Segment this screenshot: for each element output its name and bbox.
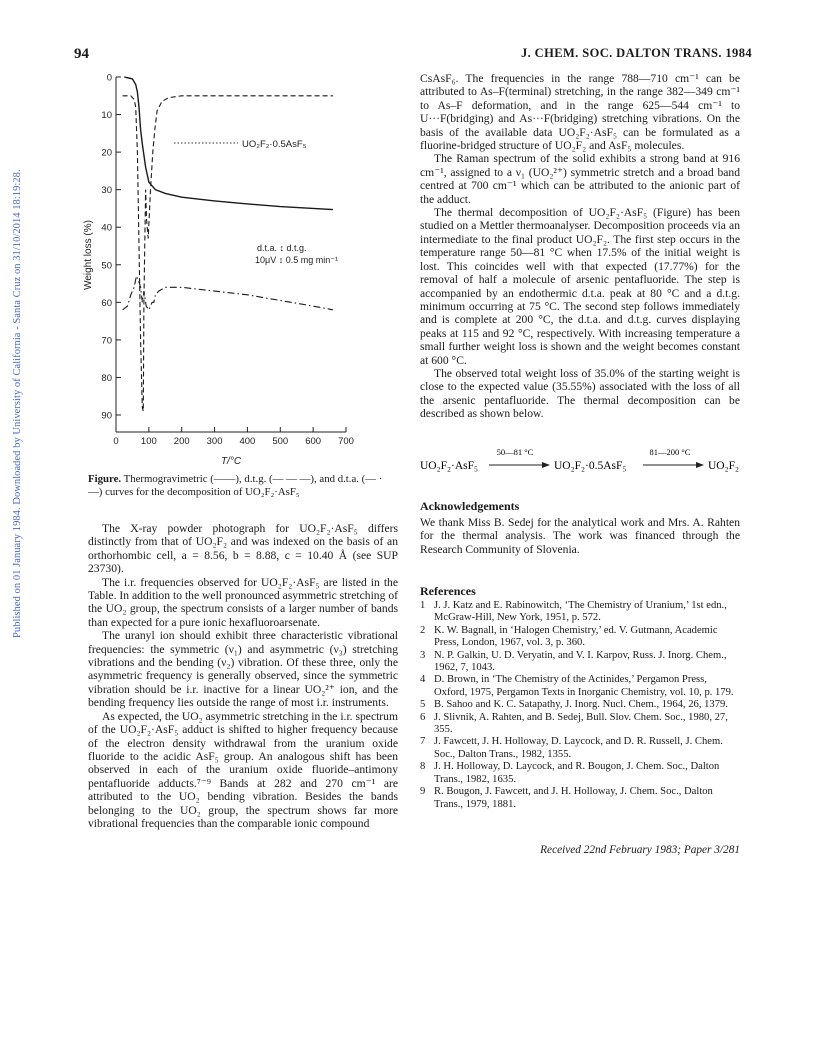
- y-ticks: [101, 73, 121, 422]
- figure-caption: [88, 473, 394, 499]
- references-heading: References: [420, 584, 476, 598]
- reference-number: 8: [420, 761, 426, 773]
- reference-text: J. H. Holloway, D. Laycock, and R. Bougon, J. Chem. Soc., Dalton Trans., 1982, 1635.: [434, 761, 720, 785]
- y-tick-label: 70: [101, 335, 112, 347]
- y-tick-label: 60: [101, 297, 112, 309]
- paragraph: As expected, the UO₂ asymmetric stretching in the i.r. spectrum of the UO₂F₂·AsF₅ adduct is shifted to higher frequency because of the electron density withdrawal from the uranium oxide fluoride to the acidic AsF₅ group. An analogous shift has been observed in each of the uranium oxide fluoride–antimony pentafluoride adducts.⁷⁻⁹ Bands at 282 and 270 cm⁻¹ are attributed to the UO₂ bending vibration. Besides the bands belonging to the UO₂ group, the spectrum shows far more vibrational frequencies than the comparable ionic compound: [88, 709, 398, 830]
- x-tick-label: 500: [272, 436, 289, 447]
- reference-number: 2: [420, 624, 426, 636]
- y-tick-label: 50: [101, 260, 112, 272]
- reference-text: B. Sahoo and K. C. Satapathy, J. Inorg. Nucl. Chem., 1964, 26, 1379.: [434, 699, 728, 711]
- reference-text: R. Bougon, J. Fawcett, and J. H. Holloway, J. Chem. Soc., Dalton Trans., 1979, 1881.: [434, 786, 713, 810]
- scheme-condition-1: 50—81 °C: [496, 447, 534, 457]
- y-tick-label: 30: [101, 185, 112, 197]
- acknowledgements-heading: Acknowledgements: [420, 499, 520, 513]
- paragraph: The X-ray powder photograph for UO₂F₂·AsF₅ differs distinctly from that of UO₂F₂ and was indexed on the basis of an orthorhombic cell, a = 8.56, b = 8.88, c = 10.40 Å (see SUP 23730).: [88, 522, 398, 576]
- y-tick-label: 0: [106, 72, 112, 84]
- reference-item: [420, 786, 740, 811]
- reference-number: 4: [420, 674, 426, 686]
- reference-number: 9: [420, 786, 426, 798]
- scale-annotation-2: 10μV ↕ 0.5 mg min⁻¹: [255, 255, 338, 265]
- reference-text: J. J. Katz and E. Rabinowitch, ‘The Chemistry of Uranium,’ 1st edn., McGraw-Hill, New York, 1951, p. 572.: [434, 600, 727, 624]
- paragraph: The thermal decomposition of UO₂F₂·AsF₅ (Figure) has been studied on a Mettler thermoanalyser. Decomposition proceeds via an intermediate to the final product UO₂F₂. The first step occurs in the temperature range 50—81 °C when 17.5% of the initial weight is lost. This coincides well with that expected (17.77%) for the removal of half a molecule of arsenic pentafluoride. The step is accompanied by an endothermic d.t.a. peak at 80 °C and a d.t.g. minimum occurring at 75 °C. The second step follows immediately and is complete at 200 °C, the d.t.a. and d.t.g. curves displaying peaks at 115 and 92 °C, respectively. With increasing temperature a small further weight loss is shown and the weight becomes constant at 600 °C.: [420, 206, 740, 367]
- reference-item: [420, 674, 740, 699]
- references-list: [420, 600, 740, 811]
- download-watermark-text: Published on 01 January 1984. Downloaded by University of California - Santa Cruz on 31/10/2014 18:19:28.: [12, 169, 23, 638]
- acknowledgements-paragraph: We thank Miss B. Sedej for the analytical work and Mrs. A. Rahten for the thermal analysis. The work was financed through the Research Community of Slovenia.: [420, 516, 740, 556]
- decomposition-scheme: [420, 445, 740, 475]
- reference-number: 1: [420, 600, 426, 611]
- reference-item: [420, 761, 740, 786]
- right-column: [420, 72, 740, 421]
- reference-item: [420, 600, 740, 625]
- scheme-species-2: UO₂F₂·0.5AsF₅: [554, 460, 627, 472]
- y-tick-label: 20: [101, 147, 112, 159]
- reference-item: [420, 625, 740, 650]
- reference-text: D. Brown, in ‘The Chemistry of the Actinides,’ Pergamon Press, Oxford, 1975, Pergamon Texts in Inorganic Chemistry, vol. 10, p. 179.: [434, 674, 734, 698]
- page-number: 94: [74, 46, 89, 62]
- scheme-species-3: UO₂F₂: [708, 460, 740, 472]
- reference-item: [420, 712, 740, 737]
- reference-item: [420, 650, 740, 675]
- reference-text: K. W. Bagnall, in ‘Halogen Chemistry,’ ed. V. Gutmann, Academic Press, London, 1967, vol. 3, p. 360.: [434, 624, 718, 649]
- paragraph: The uranyl ion should exhibit three characteristic vibrational frequencies: the symmetric (ν₁) and asymmetric (ν₃) stretching vibrations and the bending (ν₂) vibration. Of these three, only the asymmetric frequency is generally observed, since the symmetric vibration should be i.r. inactive for a linear UO₂²⁺ ion, and the bending frequency lies outside the range of most i.r. instruments.: [88, 629, 398, 710]
- x-tick-label: 300: [206, 436, 223, 447]
- paragraph: CsAsF₆. The frequencies in the range 788—710 cm⁻¹ can be attributed to As–F(terminal) stretching, in the range 382—349 cm⁻¹ to As–F deformation, and in the range 625—544 cm⁻¹ to U···F(bridging) and As···F(bridging) stretching vibrations. On the basis of the available data UO₂F₂·AsF₅ can be formulated as a fluorine-bridged structure of UO₂F₂ and AsF₅ molecules.: [420, 72, 740, 153]
- paragraph: The Raman spectrum of the solid exhibits a strong band at 916 cm⁻¹, assigned to a ν₁ (UO₂²⁺) symmetric stretch and a broad band centred at 700 cm⁻¹ which can be attributed to the anionic part of the adduct.: [420, 152, 740, 206]
- scheme-arrowhead-1: [542, 462, 550, 468]
- x-tick-label: 600: [305, 436, 322, 447]
- figure-caption-label: Figure.: [88, 473, 122, 485]
- reference-item: [420, 736, 740, 761]
- y-tick-label: 10: [101, 110, 112, 122]
- received-line: Received 22nd February 1983; Paper 3/281: [540, 844, 740, 856]
- running-head: J. CHEM. SOC. DALTON TRANS. 1984: [520, 46, 752, 60]
- download-watermark: [2, 0, 22, 1056]
- scheme-arrows: [420, 445, 740, 475]
- reference-number: 3: [420, 649, 426, 661]
- reference-text: N. P. Galkin, U. D. Veryatin, and V. I. Karpov, Russ. J. Inorg. Chem., 1962, 7, 1043.: [434, 649, 727, 674]
- reference-item: [420, 699, 740, 711]
- left-column: [88, 522, 398, 830]
- paragraph: The i.r. frequencies observed for UO₂F₂·AsF₅ are listed in the Table. In addition to the well pronounced asymmetric stretching of the UO₂ group, the spectrum consists of a larger number of bands than expected for a pure ionic hexafluoroarsenate.: [88, 575, 398, 629]
- scale-annotation-1: d.t.a. ↕ d.t.g.: [257, 243, 307, 253]
- x-tick-label: 400: [239, 436, 256, 447]
- scheme-arrowhead-2: [696, 462, 704, 468]
- reference-text: J. Slivnik, A. Rahten, and B. Sedej, Bull. Slov. Chem. Soc., 1980, 27, 355.: [434, 711, 728, 736]
- reference-number: 6: [420, 711, 426, 723]
- x-tick-label: 0: [113, 436, 119, 447]
- scheme-condition-2: 81—200 °C: [649, 447, 691, 457]
- x-ticks: [113, 427, 354, 447]
- x-tick-label: 100: [140, 436, 157, 447]
- y-tick-label: 90: [101, 410, 112, 422]
- y-axis-label: Weight loss (%): [83, 220, 94, 290]
- y-tick-label: 80: [101, 372, 112, 384]
- reference-text: J. Fawcett, J. H. Holloway, D. Laycock, and D. R. Russell, J. Chem. Soc., Dalton Trans., 1982, 1355.: [434, 736, 723, 760]
- x-tick-label: 700: [338, 436, 354, 447]
- reference-number: 5: [420, 699, 426, 711]
- x-axis-label: T/°C: [220, 456, 242, 467]
- paragraph: The observed total weight loss of 35.0% of the starting weight is close to the expected value (35.55%) associated with the loss of all the arsenic pentafluoride. The thermal decomposition can be described as shown below.: [420, 366, 740, 421]
- acknowledgements-text: [420, 516, 740, 556]
- scheme-species-1: UO₂F₂·AsF₅: [420, 460, 479, 472]
- compound-annotation: UO₂F₂·0.5AsF₅: [242, 139, 307, 150]
- y-tick-label: 40: [101, 222, 112, 234]
- dta-curve: [123, 276, 333, 310]
- thermogram-chart: [82, 60, 382, 470]
- x-tick-label: 200: [173, 436, 190, 447]
- reference-number: 7: [420, 736, 426, 748]
- figure-caption-text: Thermogravimetric (——), d.t.g. (— — —), and d.t.a. (— · —) curves for the decomposition of UO₂F₂·AsF₅: [88, 473, 383, 498]
